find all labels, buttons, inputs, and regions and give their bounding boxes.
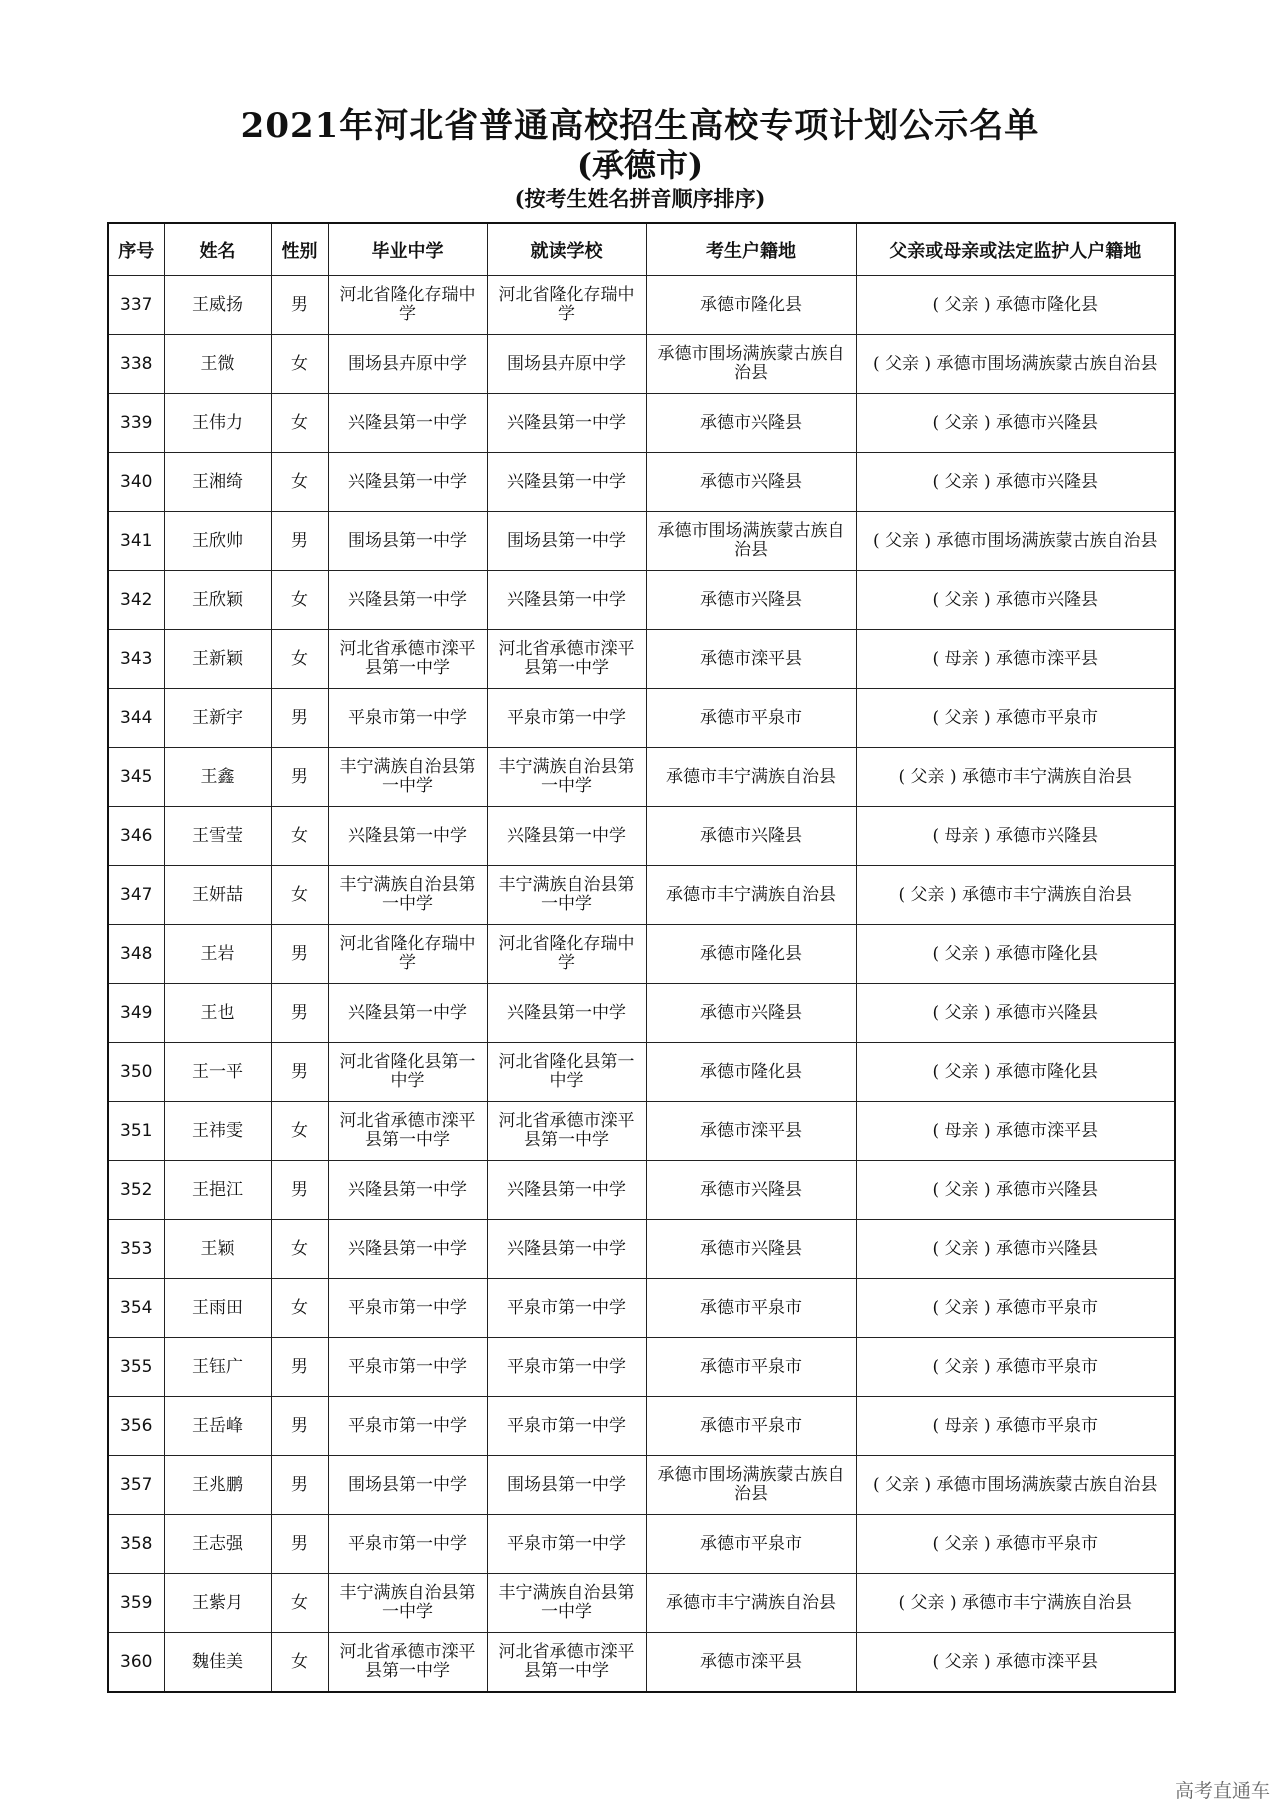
cell-current-school: 河北省隆化存瑞中学 xyxy=(487,925,646,984)
cell-guardian-registration: ( 父亲 ) 承德市平泉市 xyxy=(856,1338,1175,1397)
cell-index: 343 xyxy=(108,630,164,689)
cell-name: 王岳峰 xyxy=(164,1397,271,1456)
cell-guardian-registration: ( 父亲 ) 承德市平泉市 xyxy=(856,689,1175,748)
cell-index: 347 xyxy=(108,866,164,925)
cell-current-school: 平泉市第一中学 xyxy=(487,1397,646,1456)
cell-graduated-school: 围场县第一中学 xyxy=(328,512,487,571)
table-row xyxy=(108,1397,1175,1456)
cell-name: 王颖 xyxy=(164,1220,271,1279)
cell-index: 345 xyxy=(108,748,164,807)
cell-name: 王也 xyxy=(164,984,271,1043)
cell-gender: 女 xyxy=(271,1279,328,1338)
cell-name: 王微 xyxy=(164,335,271,394)
cell-graduated-school: 河北省隆化存瑞中学 xyxy=(328,276,487,335)
cell-household-registration: 承德市平泉市 xyxy=(646,1338,856,1397)
cell-household-registration: 承德市兴隆县 xyxy=(646,571,856,630)
cell-gender: 女 xyxy=(271,807,328,866)
cell-gender: 女 xyxy=(271,1220,328,1279)
cell-household-registration: 承德市围场满族蒙古族自治县 xyxy=(646,335,856,394)
cell-name: 王志强 xyxy=(164,1515,271,1574)
table-row xyxy=(108,1043,1175,1102)
cell-household-registration: 承德市滦平县 xyxy=(646,630,856,689)
cell-graduated-school: 兴隆县第一中学 xyxy=(328,807,487,866)
cell-index: 338 xyxy=(108,335,164,394)
cell-gender: 男 xyxy=(271,1456,328,1515)
cell-index: 356 xyxy=(108,1397,164,1456)
cell-name: 王威扬 xyxy=(164,276,271,335)
cell-index: 340 xyxy=(108,453,164,512)
cell-guardian-registration: ( 父亲 ) 承德市围场满族蒙古族自治县 xyxy=(856,512,1175,571)
table-row xyxy=(108,1574,1175,1633)
table-row xyxy=(108,394,1175,453)
cell-gender: 女 xyxy=(271,335,328,394)
cell-name: 王妍喆 xyxy=(164,866,271,925)
cell-household-registration: 承德市平泉市 xyxy=(646,1397,856,1456)
watermark: 高考直通车 xyxy=(1174,1780,1270,1802)
cell-household-registration: 承德市围场满族蒙古族自治县 xyxy=(646,512,856,571)
cell-guardian-registration: ( 父亲 ) 承德市隆化县 xyxy=(856,1043,1175,1102)
sort-note: (按考生姓名拼音顺序排序) xyxy=(514,186,766,211)
cell-guardian-registration: ( 父亲 ) 承德市围场满族蒙古族自治县 xyxy=(856,335,1175,394)
cell-current-school: 兴隆县第一中学 xyxy=(487,394,646,453)
cell-graduated-school: 兴隆县第一中学 xyxy=(328,394,487,453)
cell-name: 王欣颖 xyxy=(164,571,271,630)
cell-household-registration: 承德市围场满族蒙古族自治县 xyxy=(646,1456,856,1515)
table-row xyxy=(108,630,1175,689)
cell-current-school: 丰宁满族自治县第一中学 xyxy=(487,1574,646,1633)
cell-graduated-school: 河北省承德市滦平县第一中学 xyxy=(328,630,487,689)
cell-graduated-school: 围场县第一中学 xyxy=(328,1456,487,1515)
cell-name: 魏佳美 xyxy=(164,1633,271,1693)
cell-guardian-registration: ( 父亲 ) 承德市隆化县 xyxy=(856,276,1175,335)
table-row xyxy=(108,1102,1175,1161)
cell-graduated-school: 兴隆县第一中学 xyxy=(328,571,487,630)
cell-household-registration: 承德市兴隆县 xyxy=(646,453,856,512)
table-row xyxy=(108,1161,1175,1220)
header-guardian-registration: 父亲或母亲或法定监护人户籍地 xyxy=(856,223,1175,276)
cell-name: 王岩 xyxy=(164,925,271,984)
table-row xyxy=(108,453,1175,512)
cell-graduated-school: 河北省隆化存瑞中学 xyxy=(328,925,487,984)
roster-table xyxy=(107,222,1176,1693)
cell-household-registration: 承德市滦平县 xyxy=(646,1102,856,1161)
table-row xyxy=(108,1338,1175,1397)
cell-name: 王兆鹏 xyxy=(164,1456,271,1515)
cell-gender: 男 xyxy=(271,925,328,984)
table-body xyxy=(108,276,1175,1693)
cell-gender: 男 xyxy=(271,1161,328,1220)
cell-current-school: 围场县第一中学 xyxy=(487,512,646,571)
cell-graduated-school: 平泉市第一中学 xyxy=(328,689,487,748)
cell-guardian-registration: ( 母亲 ) 承德市平泉市 xyxy=(856,1397,1175,1456)
cell-graduated-school: 丰宁满族自治县第一中学 xyxy=(328,866,487,925)
cell-guardian-registration: ( 父亲 ) 承德市兴隆县 xyxy=(856,453,1175,512)
header-index: 序号 xyxy=(108,223,164,276)
cell-graduated-school: 兴隆县第一中学 xyxy=(328,1161,487,1220)
cell-gender: 女 xyxy=(271,630,328,689)
cell-gender: 男 xyxy=(271,512,328,571)
cell-gender: 男 xyxy=(271,748,328,807)
cell-guardian-registration: ( 父亲 ) 承德市平泉市 xyxy=(856,1279,1175,1338)
table-row xyxy=(108,512,1175,571)
cell-current-school: 河北省承德市滦平县第一中学 xyxy=(487,1633,646,1693)
cell-name: 王新宇 xyxy=(164,689,271,748)
cell-gender: 女 xyxy=(271,866,328,925)
cell-current-school: 兴隆县第一中学 xyxy=(487,453,646,512)
cell-gender: 女 xyxy=(271,1574,328,1633)
cell-graduated-school: 河北省隆化县第一中学 xyxy=(328,1043,487,1102)
cell-current-school: 丰宁满族自治县第一中学 xyxy=(487,748,646,807)
cell-graduated-school: 丰宁满族自治县第一中学 xyxy=(328,748,487,807)
header-current-school: 就读学校 xyxy=(487,223,646,276)
table-row xyxy=(108,335,1175,394)
cell-index: 354 xyxy=(108,1279,164,1338)
cell-name: 王新颖 xyxy=(164,630,271,689)
cell-guardian-registration: ( 父亲 ) 承德市丰宁满族自治县 xyxy=(856,748,1175,807)
cell-index: 344 xyxy=(108,689,164,748)
cell-index: 351 xyxy=(108,1102,164,1161)
table-row xyxy=(108,1633,1175,1693)
cell-gender: 男 xyxy=(271,1338,328,1397)
cell-current-school: 兴隆县第一中学 xyxy=(487,1220,646,1279)
cell-graduated-school: 河北省承德市滦平县第一中学 xyxy=(328,1633,487,1693)
cell-current-school: 丰宁满族自治县第一中学 xyxy=(487,866,646,925)
cell-index: 355 xyxy=(108,1338,164,1397)
cell-gender: 女 xyxy=(271,1633,328,1693)
table-row xyxy=(108,984,1175,1043)
table-row xyxy=(108,1515,1175,1574)
table-row xyxy=(108,807,1175,866)
cell-household-registration: 承德市平泉市 xyxy=(646,1279,856,1338)
cell-name: 王挹江 xyxy=(164,1161,271,1220)
table-row xyxy=(108,571,1175,630)
cell-household-registration: 承德市兴隆县 xyxy=(646,394,856,453)
cell-gender: 女 xyxy=(271,571,328,630)
header-name: 姓名 xyxy=(164,223,271,276)
cell-name: 王钰广 xyxy=(164,1338,271,1397)
cell-household-registration: 承德市兴隆县 xyxy=(646,1161,856,1220)
table-row xyxy=(108,276,1175,335)
cell-current-school: 围场县卉原中学 xyxy=(487,335,646,394)
document-title: 2021年河北省普通高校招生高校专项计划公示名单 xyxy=(240,106,1040,146)
cell-current-school: 河北省隆化存瑞中学 xyxy=(487,276,646,335)
cell-current-school: 兴隆县第一中学 xyxy=(487,1161,646,1220)
cell-graduated-school: 平泉市第一中学 xyxy=(328,1515,487,1574)
cell-name: 王一平 xyxy=(164,1043,271,1102)
document-subtitle: (承德市) xyxy=(576,146,704,184)
cell-gender: 女 xyxy=(271,453,328,512)
cell-current-school: 兴隆县第一中学 xyxy=(487,807,646,866)
cell-gender: 男 xyxy=(271,1397,328,1456)
cell-gender: 男 xyxy=(271,1043,328,1102)
cell-guardian-registration: ( 父亲 ) 承德市平泉市 xyxy=(856,1515,1175,1574)
table-row xyxy=(108,689,1175,748)
cell-guardian-registration: ( 父亲 ) 承德市围场满族蒙古族自治县 xyxy=(856,1456,1175,1515)
cell-index: 350 xyxy=(108,1043,164,1102)
cell-household-registration: 承德市平泉市 xyxy=(646,689,856,748)
cell-current-school: 河北省承德市滦平县第一中学 xyxy=(487,630,646,689)
cell-name: 王紫月 xyxy=(164,1574,271,1633)
cell-index: 341 xyxy=(108,512,164,571)
cell-graduated-school: 兴隆县第一中学 xyxy=(328,1220,487,1279)
cell-household-registration: 承德市丰宁满族自治县 xyxy=(646,866,856,925)
table-row xyxy=(108,925,1175,984)
header-graduated-school: 毕业中学 xyxy=(328,223,487,276)
cell-index: 339 xyxy=(108,394,164,453)
cell-graduated-school: 丰宁满族自治县第一中学 xyxy=(328,1574,487,1633)
cell-household-registration: 承德市平泉市 xyxy=(646,1515,856,1574)
cell-current-school: 兴隆县第一中学 xyxy=(487,984,646,1043)
cell-graduated-school: 兴隆县第一中学 xyxy=(328,453,487,512)
cell-gender: 女 xyxy=(271,1102,328,1161)
cell-household-registration: 承德市丰宁满族自治县 xyxy=(646,748,856,807)
cell-name: 王祎雯 xyxy=(164,1102,271,1161)
cell-household-registration: 承德市兴隆县 xyxy=(646,984,856,1043)
cell-graduated-school: 兴隆县第一中学 xyxy=(328,984,487,1043)
cell-guardian-registration: ( 父亲 ) 承德市兴隆县 xyxy=(856,571,1175,630)
header-gender: 性别 xyxy=(271,223,328,276)
cell-guardian-registration: ( 父亲 ) 承德市滦平县 xyxy=(856,1633,1175,1693)
cell-guardian-registration: ( 父亲 ) 承德市丰宁满族自治县 xyxy=(856,1574,1175,1633)
cell-gender: 女 xyxy=(271,394,328,453)
cell-index: 348 xyxy=(108,925,164,984)
cell-gender: 男 xyxy=(271,1515,328,1574)
header-household-registration: 考生户籍地 xyxy=(646,223,856,276)
table-row xyxy=(108,1220,1175,1279)
cell-household-registration: 承德市兴隆县 xyxy=(646,1220,856,1279)
cell-guardian-registration: ( 父亲 ) 承德市丰宁满族自治县 xyxy=(856,866,1175,925)
cell-graduated-school: 平泉市第一中学 xyxy=(328,1397,487,1456)
cell-index: 360 xyxy=(108,1633,164,1693)
cell-current-school: 兴隆县第一中学 xyxy=(487,571,646,630)
cell-graduated-school: 平泉市第一中学 xyxy=(328,1338,487,1397)
cell-guardian-registration: ( 母亲 ) 承德市滦平县 xyxy=(856,1102,1175,1161)
cell-index: 342 xyxy=(108,571,164,630)
cell-household-registration: 承德市丰宁满族自治县 xyxy=(646,1574,856,1633)
cell-guardian-registration: ( 父亲 ) 承德市兴隆县 xyxy=(856,1161,1175,1220)
cell-household-registration: 承德市隆化县 xyxy=(646,1043,856,1102)
cell-guardian-registration: ( 父亲 ) 承德市兴隆县 xyxy=(856,1220,1175,1279)
cell-index: 349 xyxy=(108,984,164,1043)
cell-guardian-registration: ( 父亲 ) 承德市兴隆县 xyxy=(856,394,1175,453)
cell-household-registration: 承德市兴隆县 xyxy=(646,807,856,866)
cell-index: 337 xyxy=(108,276,164,335)
cell-guardian-registration: ( 父亲 ) 承德市隆化县 xyxy=(856,925,1175,984)
cell-guardian-registration: ( 父亲 ) 承德市兴隆县 xyxy=(856,984,1175,1043)
cell-guardian-registration: ( 母亲 ) 承德市滦平县 xyxy=(856,630,1175,689)
table-row xyxy=(108,1279,1175,1338)
cell-household-registration: 承德市滦平县 xyxy=(646,1633,856,1693)
cell-name: 王欣帅 xyxy=(164,512,271,571)
cell-gender: 男 xyxy=(271,276,328,335)
cell-current-school: 河北省承德市滦平县第一中学 xyxy=(487,1102,646,1161)
cell-index: 346 xyxy=(108,807,164,866)
cell-current-school: 平泉市第一中学 xyxy=(487,1279,646,1338)
cell-household-registration: 承德市隆化县 xyxy=(646,276,856,335)
cell-gender: 男 xyxy=(271,984,328,1043)
cell-graduated-school: 围场县卉原中学 xyxy=(328,335,487,394)
cell-index: 353 xyxy=(108,1220,164,1279)
table-row xyxy=(108,1456,1175,1515)
cell-name: 王湘绮 xyxy=(164,453,271,512)
cell-current-school: 平泉市第一中学 xyxy=(487,1515,646,1574)
cell-index: 352 xyxy=(108,1161,164,1220)
cell-index: 359 xyxy=(108,1574,164,1633)
table-header-row xyxy=(108,223,1175,276)
table-row xyxy=(108,866,1175,925)
cell-name: 王伟力 xyxy=(164,394,271,453)
cell-gender: 男 xyxy=(271,689,328,748)
cell-current-school: 平泉市第一中学 xyxy=(487,689,646,748)
cell-graduated-school: 平泉市第一中学 xyxy=(328,1279,487,1338)
cell-index: 357 xyxy=(108,1456,164,1515)
cell-name: 王鑫 xyxy=(164,748,271,807)
table-row xyxy=(108,748,1175,807)
cell-graduated-school: 河北省承德市滦平县第一中学 xyxy=(328,1102,487,1161)
cell-name: 王雨田 xyxy=(164,1279,271,1338)
cell-current-school: 围场县第一中学 xyxy=(487,1456,646,1515)
cell-guardian-registration: ( 母亲 ) 承德市兴隆县 xyxy=(856,807,1175,866)
cell-current-school: 平泉市第一中学 xyxy=(487,1338,646,1397)
cell-current-school: 河北省隆化县第一中学 xyxy=(487,1043,646,1102)
cell-name: 王雪莹 xyxy=(164,807,271,866)
cell-index: 358 xyxy=(108,1515,164,1574)
cell-household-registration: 承德市隆化县 xyxy=(646,925,856,984)
